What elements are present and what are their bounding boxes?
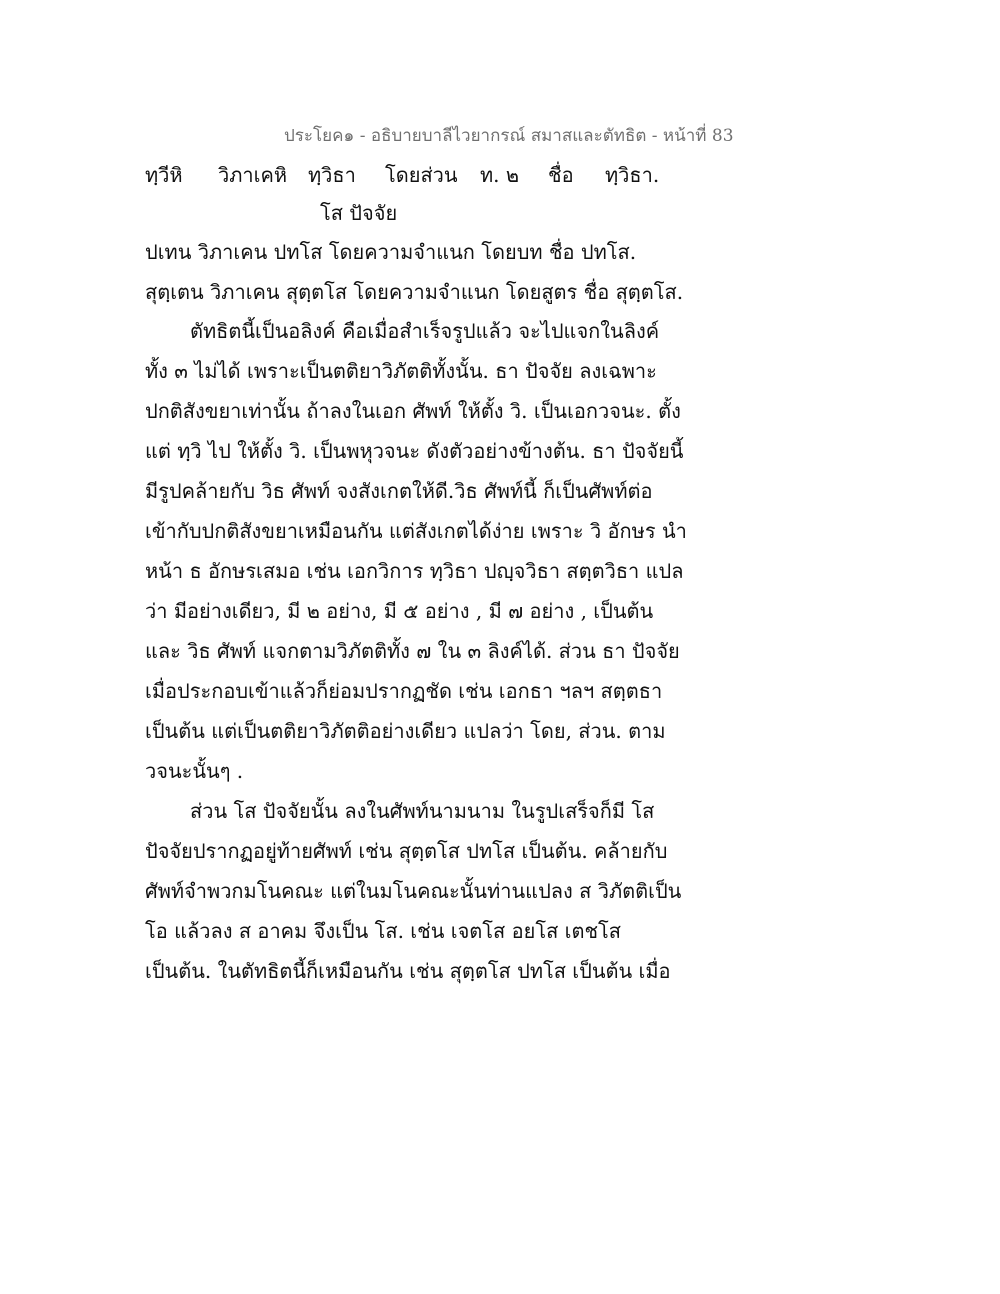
text-line: โอ แล้วลง ส อาคม จึงเป็น โส. เช่น เจตโส อยโส เตชโส [145,919,621,943]
text-line: หน้า ธ อักษรเสมอ เช่น เอกวิการ ทฺวิธา ปญฺจวิธา สตฺตวิธา แปล [145,559,684,583]
text-line: เมื่อประกอบเข้าแล้วก็ย่อมปรากฏชัด เช่น เอกธา ฯลฯ สตฺตธา [145,679,663,703]
subheading: โส ปัจจัย [320,201,398,225]
first-line-word: ท. ๒ [480,163,520,187]
text-line: แต่ ทฺวิ ไป ให้ตั้ง วิ. เป็นพหุวจนะ ดังตัวอย่างข้างต้น. ธา ปัจจัยนี้ [145,439,684,463]
text-line: ว่า มีอย่างเดียว, มี ๒ อย่าง, มี ๕ อย่าง , มี ๗ อย่าง , เป็นต้น [145,599,654,623]
first-line-word: ทฺวีหิ [145,163,183,187]
text-line: วจนะนั้นๆ . [145,759,244,783]
first-line-word: วิภาเคหิ [218,163,288,187]
text-line: และ วิธ ศัพท์ แจกตามวิภัตติทั้ง ๗ ใน ๓ ลิงค์ได้. ส่วน ธา ปัจจัย [145,639,680,663]
first-line-word: ทฺวิธา [308,163,356,187]
text-line: สุตฺเตน วิภาเคน สุตฺตโส โดยความจำแนก โดยสูตร ชื่อ สุตฺตโส. [145,280,684,304]
text-line: เป็นต้น แต่เป็นตติยาวิภัตติอย่างเดียว แปลว่า โดย, ส่วน. ตาม [145,719,666,743]
first-line [145,160,685,190]
text-line: ปเทน วิภาเคน ปทโส โดยความจำแนก โดยบท ชื่อ ปทโส. [145,240,637,264]
text-line: ตัทธิตนี้เป็นอลิงค์ คือเมื่อสำเร็จรูปแล้ว จะไปแจกในลิงค์ [190,319,660,343]
text-line: ปกติสังขยาเท่านั้น ถ้าลงในเอก ศัพท์ ให้ตั้ง วิ. เป็นเอกวจนะ. ตั้ง [145,399,681,423]
text-line: เป็นต้น. ในตัทธิตนี้ก็เหมือนกัน เช่น สุตฺตโส ปทโส เป็นต้น เมื่อ [145,959,671,983]
text-line: ทั้ง ๓ ไม่ได้ เพราะเป็นตติยาวิภัตติทั้งนั้น. ธา ปัจจัย ลงเฉพาะ [145,359,657,383]
page-header: ประโยค๑ - อธิบายบาลีไวยากรณ์ สมาสและตัทธิต - หน้าที่ 83 [284,126,734,146]
text-line: เข้ากับปกติสังขยาเหมือนกัน แต่สังเกตได้ง่าย เพราะ วิ อักษร นำ [145,519,687,543]
first-line-word: ชื่อ [548,163,574,187]
text-line: ปัจจัยปรากฏอยู่ท้ายศัพท์ เช่น สุตฺตโส ปทโส เป็นต้น. คล้ายกับ [145,839,668,863]
first-line-word: ทฺวิธา. [605,163,660,187]
text-line: มีรูปคล้ายกับ วิธ ศัพท์ จงสังเกตให้ดี.วิธ ศัพท์นี้ ก็เป็นศัพท์ต่อ [145,479,653,503]
text-line: ศัพท์จำพวกมโนคณะ แต่ในมโนคณะนั้นท่านแปลง ส วิภัตติเป็น [145,879,682,903]
first-line-word: โดยส่วน [385,163,458,187]
text-line: ส่วน โส ปัจจัยนั้น ลงในศัพท์นามนาม ในรูปเสร็จก็มี โส [190,799,655,823]
